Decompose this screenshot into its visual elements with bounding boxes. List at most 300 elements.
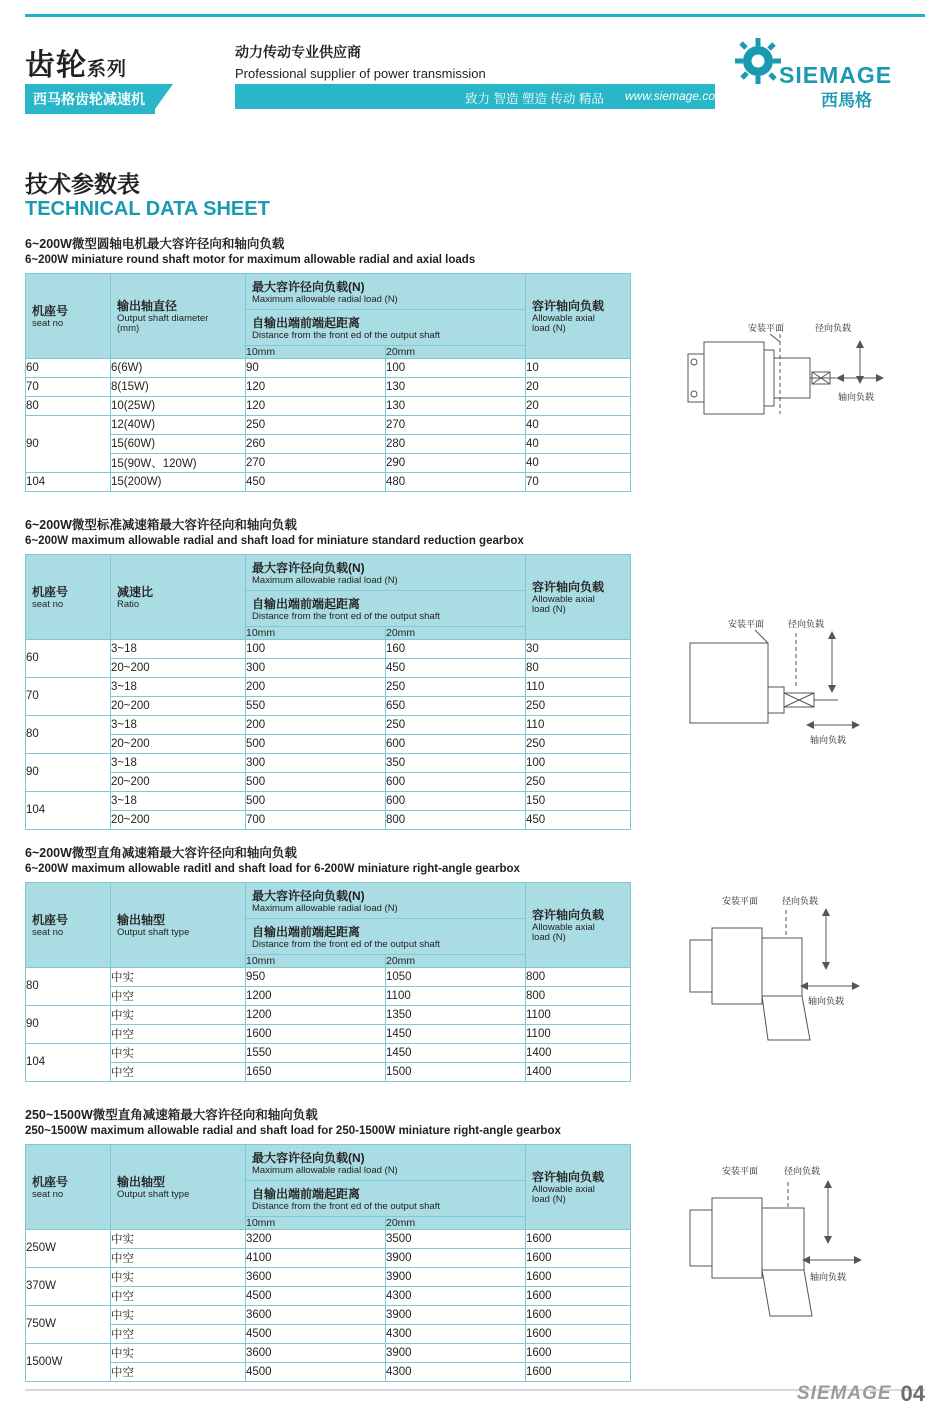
page-title-en: TECHNICAL DATA SHEET: [25, 198, 270, 220]
section-heading-cn: 6~200W微型标准减速箱最大容许径向和轴向负载: [25, 518, 297, 532]
header-axial: [526, 274, 631, 359]
header-distance-en: Distance from the front ed of the output shaft: [252, 938, 440, 950]
cell-seat: 750W: [26, 1305, 111, 1343]
cell-axial: 110: [526, 715, 631, 734]
cell-20mm: 4300: [386, 1362, 526, 1381]
table-row: [26, 1324, 631, 1343]
cell-10mm: 700: [246, 810, 386, 829]
cell-20mm: 350: [386, 753, 526, 772]
header-axial: [526, 1145, 631, 1230]
header-axial-en1: Allowable axial: [532, 1183, 595, 1195]
header-radial-en: Maximum allowable radial load (N): [252, 1165, 398, 1176]
section-heading-en: 6~200W maximum allowable radial and shaft load for miniature standard reduction gearbox: [25, 535, 524, 547]
header-axial-en1: Allowable axial: [532, 921, 595, 933]
cell-10mm: 1650: [246, 1062, 386, 1081]
header-col2-en: Output shaft type: [117, 1188, 190, 1200]
cell-col2: 中空: [111, 1324, 246, 1343]
cell-20mm: 4300: [386, 1324, 526, 1343]
cell-seat: 80: [26, 967, 111, 1005]
label-mount-plane: 安装平面: [748, 323, 785, 333]
cell-axial: 1600: [526, 1248, 631, 1267]
table-row: [26, 753, 631, 772]
table-row: [26, 434, 631, 453]
label-radial: 径向负载: [784, 1166, 821, 1176]
cell-10mm: 250: [246, 415, 386, 434]
cell-20mm: 3500: [386, 1229, 526, 1248]
cell-20mm: 130: [386, 377, 526, 396]
table-row: [26, 472, 631, 491]
cell-10mm: 200: [246, 715, 386, 734]
brand-title-cn-small: 系列: [87, 59, 128, 80]
cell-axial: 250: [526, 772, 631, 791]
cell-10mm: 90: [246, 358, 386, 377]
header-radial: [246, 1145, 525, 1181]
cell-20mm: 250: [386, 677, 526, 696]
subheader-20mm: 20mm: [386, 345, 526, 358]
table-row: [26, 639, 631, 658]
table-row: [26, 396, 631, 415]
cell-seat: 90: [26, 753, 111, 791]
header-radial: [246, 883, 525, 919]
header-col2-en: Output shaft diameter: [117, 312, 209, 324]
cell-col2: 20~200: [111, 734, 246, 753]
header-radial-cn: 最大容许径向负载(N): [252, 280, 365, 294]
label-radial: 径向负载: [788, 619, 825, 629]
cell-axial: 150: [526, 791, 631, 810]
cell-axial: 1600: [526, 1305, 631, 1324]
label-mount-plane: 安装平面: [728, 619, 765, 629]
cell-seat: 70: [26, 377, 111, 396]
cell-10mm: 120: [246, 377, 386, 396]
header-axial-en2: load (N): [532, 932, 566, 944]
cell-20mm: 1450: [386, 1024, 526, 1043]
cell-col2: 15(60W): [111, 434, 246, 453]
cell-10mm: 450: [246, 472, 386, 491]
cell-20mm: 100: [386, 358, 526, 377]
header-seat-en: seat no: [32, 1188, 64, 1200]
cell-col2: 20~200: [111, 658, 246, 677]
cell-seat: 70: [26, 677, 111, 715]
cell-20mm: 1350: [386, 1005, 526, 1024]
cell-col2: 3~18: [111, 753, 246, 772]
cell-10mm: 1200: [246, 1005, 386, 1024]
cell-axial: 1600: [526, 1267, 631, 1286]
cell-axial: 40: [526, 453, 631, 472]
cell-seat: 370W: [26, 1267, 111, 1305]
header-radial: [246, 274, 525, 310]
data-table-1: [25, 273, 631, 492]
header-seat-no: [26, 1145, 111, 1230]
brand-title-cn: 齿轮: [25, 49, 87, 82]
header-axial-cn: 容许轴向负载: [532, 298, 605, 313]
header-distance-en: Distance from the front ed of the output shaft: [252, 610, 440, 622]
header-seat-en: seat no: [32, 317, 64, 329]
table-row: [26, 1229, 631, 1248]
header-col2-cn: 输出轴型: [117, 1174, 166, 1189]
cell-axial: 1600: [526, 1362, 631, 1381]
cell-col2: 3~18: [111, 639, 246, 658]
cell-10mm: 3600: [246, 1343, 386, 1362]
header-col2: [111, 1145, 246, 1230]
header-col2-cn: 减速比: [117, 584, 154, 599]
header-radial-en: Maximum allowable radial load (N): [252, 903, 398, 914]
cell-10mm: 120: [246, 396, 386, 415]
cell-axial: 70: [526, 472, 631, 491]
slogan-en: Professional supplier of power transmission: [235, 66, 486, 81]
header-col2: [111, 274, 246, 359]
header-seat-no: [26, 883, 111, 968]
table-row: [26, 1043, 631, 1062]
cell-axial: 1100: [526, 1005, 631, 1024]
header-distance-cn: 自输出端前端起距离: [252, 1186, 361, 1201]
cell-axial: 20: [526, 396, 631, 415]
cell-col2: 中实: [111, 1267, 246, 1286]
header-col2: [111, 555, 246, 640]
cell-col2: 中空: [111, 1362, 246, 1381]
header-distance-cn: 自输出端前端起距离: [252, 924, 361, 939]
header-distance: [246, 591, 525, 626]
cell-seat: 104: [26, 472, 111, 491]
header-col2: [111, 883, 246, 968]
header-seat-en: seat no: [32, 926, 64, 938]
header-col2-cn: 输出轴直径: [117, 298, 178, 313]
header-distance: [246, 919, 525, 954]
subheader-20mm: 20mm: [386, 626, 526, 639]
data-table-2: [25, 554, 631, 830]
cell-col2: 中实: [111, 1005, 246, 1024]
table-row: [26, 1286, 631, 1305]
cell-axial: 250: [526, 734, 631, 753]
header-seat-no: [26, 555, 111, 640]
cell-20mm: 280: [386, 434, 526, 453]
table-row: [26, 967, 631, 986]
section-heading-en: 6~200W maximum allowable raditl and shaft load for 6-200W miniature right-angle gearbox: [25, 863, 520, 875]
cell-col2: 15(200W): [111, 472, 246, 491]
cell-col2: 20~200: [111, 772, 246, 791]
cell-20mm: 3900: [386, 1267, 526, 1286]
cell-20mm: 1100: [386, 986, 526, 1005]
diagram-right-angle-gearbox-small: [660, 890, 930, 1070]
header-radial-group: [246, 555, 526, 627]
cell-col2: 中实: [111, 967, 246, 986]
table-row: [26, 772, 631, 791]
table-row: [26, 677, 631, 696]
section-heading-cn: 250~1500W微型直角减速箱最大容许径向和轴向负载: [25, 1108, 318, 1122]
cell-20mm: 160: [386, 639, 526, 658]
cell-20mm: 450: [386, 658, 526, 677]
data-table-3: [25, 882, 631, 1082]
header-distance-en: Distance from the front ed of the output shaft: [252, 1200, 440, 1212]
table-row: [26, 658, 631, 677]
cell-10mm: 300: [246, 658, 386, 677]
header-col2-en: Output shaft type: [117, 926, 190, 938]
header-axial-en1: Allowable axial: [532, 593, 595, 605]
table-row: [26, 453, 631, 472]
cell-axial: 1600: [526, 1324, 631, 1343]
data-table-4: [25, 1144, 631, 1382]
subheader-10mm: 10mm: [246, 345, 386, 358]
header-distance: [246, 310, 525, 345]
cell-20mm: 270: [386, 415, 526, 434]
header-radial-en: Maximum allowable radial load (N): [252, 575, 398, 586]
cell-col2: 中实: [111, 1305, 246, 1324]
top-rule: [25, 14, 925, 17]
table-row: [26, 810, 631, 829]
cell-col2: 中实: [111, 1229, 246, 1248]
cell-20mm: 800: [386, 810, 526, 829]
cell-10mm: 3600: [246, 1267, 386, 1286]
cell-20mm: 600: [386, 772, 526, 791]
header-axial-cn: 容许轴向负载: [532, 579, 605, 594]
brand-subtitle-bar: 西马格齿轮减速机: [25, 84, 155, 114]
header-seat-cn: 机座号: [32, 912, 69, 927]
header-axial-cn: 容许轴向负载: [532, 1169, 605, 1184]
header-radial-cn: 最大容许径向负载(N): [252, 561, 365, 575]
cell-seat: 90: [26, 1005, 111, 1043]
table-header-row: [26, 883, 631, 955]
cell-seat: 250W: [26, 1229, 111, 1267]
cell-20mm: 1450: [386, 1043, 526, 1062]
cell-col2: 6(6W): [111, 358, 246, 377]
header-radial: [246, 555, 525, 591]
cell-seat: 80: [26, 396, 111, 415]
header-axial: [526, 555, 631, 640]
table-header-row: [26, 274, 631, 346]
cell-col2: 中空: [111, 1024, 246, 1043]
table-row: [26, 1267, 631, 1286]
cell-axial: 80: [526, 658, 631, 677]
cell-20mm: 250: [386, 715, 526, 734]
section-heading-cn: 6~200W微型圆轴电机最大容许径向和轴向负载: [25, 237, 285, 251]
cell-col2: 中实: [111, 1343, 246, 1362]
cell-10mm: 100: [246, 639, 386, 658]
cell-col2: 12(40W): [111, 415, 246, 434]
table-row: [26, 734, 631, 753]
slogan-block: [235, 42, 486, 81]
cell-col2: 3~18: [111, 677, 246, 696]
footer-logo: SIEMAGE: [796, 1383, 892, 1404]
page-title-cn: 技术参数表: [25, 171, 140, 197]
label-axial: 轴向负载: [838, 392, 875, 402]
cell-axial: 20: [526, 377, 631, 396]
logo-text-cn: 西馬格: [821, 91, 872, 110]
cell-10mm: 1550: [246, 1043, 386, 1062]
cell-axial: 250: [526, 696, 631, 715]
cell-10mm: 4500: [246, 1324, 386, 1343]
cell-axial: 1400: [526, 1062, 631, 1081]
cell-seat: 80: [26, 715, 111, 753]
cell-col2: 20~200: [111, 696, 246, 715]
header-seat-no: [26, 274, 111, 359]
cell-axial: 800: [526, 986, 631, 1005]
cell-axial: 800: [526, 967, 631, 986]
page-footer: [797, 1381, 925, 1407]
page-header: [25, 40, 925, 138]
header-radial-group: [246, 883, 526, 955]
label-mount-plane: 安装平面: [722, 1166, 759, 1176]
cell-10mm: 260: [246, 434, 386, 453]
cell-10mm: 3200: [246, 1229, 386, 1248]
cell-col2: 中实: [111, 1043, 246, 1062]
cell-10mm: 200: [246, 677, 386, 696]
table-row: [26, 696, 631, 715]
cell-20mm: 4300: [386, 1286, 526, 1305]
header-col2-cn: 输出轴型: [117, 912, 166, 927]
cell-20mm: 1500: [386, 1062, 526, 1081]
label-axial: 轴向负载: [810, 1272, 847, 1282]
header-axial: [526, 883, 631, 968]
subheader-10mm: 10mm: [246, 1216, 386, 1229]
subheader-20mm: 20mm: [386, 954, 526, 967]
table-header-row: [26, 1145, 631, 1217]
cell-seat: 60: [26, 358, 111, 377]
header-seat-cn: 机座号: [32, 303, 69, 318]
cell-seat: 60: [26, 639, 111, 677]
cell-20mm: 3900: [386, 1248, 526, 1267]
table-row: [26, 377, 631, 396]
section-heading-cn: 6~200W微型直角减速箱最大容许径向和轴向负载: [25, 846, 297, 860]
diagram-round-shaft-motor: [660, 320, 930, 450]
cell-10mm: 4500: [246, 1286, 386, 1305]
header-radial-group: [246, 274, 526, 346]
header-seat-en: seat no: [32, 598, 64, 610]
cell-20mm: 480: [386, 472, 526, 491]
cell-col2: 中空: [111, 1286, 246, 1305]
cell-seat: 104: [26, 791, 111, 829]
company-logo: [725, 40, 925, 112]
label-mount-plane: 安装平面: [722, 896, 759, 906]
table-row: [26, 1024, 631, 1043]
header-axial-en2: load (N): [532, 604, 566, 616]
cell-10mm: 300: [246, 753, 386, 772]
cell-10mm: 950: [246, 967, 386, 986]
cell-20mm: 3900: [386, 1305, 526, 1324]
table-row: [26, 1062, 631, 1081]
cell-20mm: 600: [386, 791, 526, 810]
cell-seat: 1500W: [26, 1343, 111, 1381]
header-distance-en: Distance from the front ed of the output shaft: [252, 329, 440, 341]
cell-col2: 8(15W): [111, 377, 246, 396]
diagram-standard-gearbox: [660, 615, 930, 760]
label-radial: 径向负载: [815, 323, 852, 333]
table-row: [26, 986, 631, 1005]
table-row: [26, 415, 631, 434]
cell-10mm: 4100: [246, 1248, 386, 1267]
table-row: [26, 358, 631, 377]
slogan-cn: 动力传动专业供应商: [235, 44, 361, 60]
slogan-bar: [235, 84, 726, 109]
cell-axial: 1400: [526, 1043, 631, 1062]
header-axial-en2: load (N): [532, 323, 566, 335]
cell-axial: 110: [526, 677, 631, 696]
cell-axial: 1600: [526, 1229, 631, 1248]
subheader-20mm: 20mm: [386, 1216, 526, 1229]
cell-axial: 100: [526, 753, 631, 772]
cell-col2: 20~200: [111, 810, 246, 829]
label-axial: 轴向负载: [808, 996, 845, 1006]
cell-col2: 3~18: [111, 715, 246, 734]
page-number: 04: [900, 1381, 925, 1406]
section-heading-en: 6~200W miniature round shaft motor for maximum allowable radial and axial loads: [25, 254, 476, 266]
slogan-bar-cn: 致力 智造 塑造 传动 精品: [465, 92, 604, 106]
header-distance-cn: 自输出端前端起距离: [252, 315, 361, 330]
cell-col2: 中空: [111, 1248, 246, 1267]
table-row: [26, 791, 631, 810]
header-seat-cn: 机座号: [32, 1174, 69, 1189]
table-header-row: [26, 555, 631, 627]
header-seat-cn: 机座号: [32, 584, 69, 599]
cell-20mm: 1050: [386, 967, 526, 986]
website-link[interactable]: www.siemage.com: [625, 89, 726, 103]
label-axial: 轴向负载: [810, 735, 847, 745]
cell-10mm: 1200: [246, 986, 386, 1005]
footer-rule: [25, 1389, 925, 1391]
cell-10mm: 1600: [246, 1024, 386, 1043]
cell-axial: 1600: [526, 1286, 631, 1305]
cell-seat: 104: [26, 1043, 111, 1081]
cell-20mm: 130: [386, 396, 526, 415]
cell-10mm: 500: [246, 772, 386, 791]
header-radial-group: [246, 1145, 526, 1217]
cell-20mm: 290: [386, 453, 526, 472]
header-distance-cn: 自输出端前端起距离: [252, 596, 361, 611]
logo-text-en: SIEMAGE: [779, 62, 893, 88]
header-col2-en2: (mm): [117, 323, 140, 335]
cell-20mm: 600: [386, 734, 526, 753]
cell-axial: 40: [526, 434, 631, 453]
cell-col2: 10(25W): [111, 396, 246, 415]
table-row: [26, 715, 631, 734]
section-heading-en: 250~1500W maximum allowable radial and shaft load for 250-1500W miniature right-angle gearbox: [25, 1125, 561, 1137]
cell-axial: 30: [526, 639, 631, 658]
header-radial-cn: 最大容许径向负载(N): [252, 889, 365, 903]
table-row: [26, 1248, 631, 1267]
cell-axial: 10: [526, 358, 631, 377]
header-col2-en: Ratio: [117, 598, 140, 610]
header-axial-en1: Allowable axial: [532, 312, 595, 324]
table-row: [26, 1005, 631, 1024]
cell-10mm: 500: [246, 734, 386, 753]
cell-20mm: 3900: [386, 1343, 526, 1362]
cell-20mm: 650: [386, 696, 526, 715]
cell-col2: 3~18: [111, 791, 246, 810]
cell-axial: 1100: [526, 1024, 631, 1043]
cell-axial: 40: [526, 415, 631, 434]
cell-col2: 中空: [111, 1062, 246, 1081]
cell-10mm: 550: [246, 696, 386, 715]
cell-col2: 15(90W、120W): [111, 453, 246, 472]
cell-10mm: 3600: [246, 1305, 386, 1324]
diagram-right-angle-gearbox-large: [660, 1160, 930, 1345]
gear-icon: [735, 38, 781, 89]
header-radial-cn: 最大容许径向负载(N): [252, 1151, 365, 1165]
header-distance: [246, 1181, 525, 1216]
table-row: [26, 1343, 631, 1362]
cell-10mm: 4500: [246, 1362, 386, 1381]
subheader-10mm: 10mm: [246, 954, 386, 967]
cell-axial: 450: [526, 810, 631, 829]
brand-bar-wrap: [25, 76, 155, 114]
cell-10mm: 500: [246, 791, 386, 810]
cell-seat: 90: [26, 415, 111, 472]
cell-axial: 1600: [526, 1343, 631, 1362]
header-axial-en2: load (N): [532, 1194, 566, 1206]
table-row: [26, 1305, 631, 1324]
label-radial: 径向负载: [782, 896, 819, 906]
table-row: [26, 1362, 631, 1381]
cell-col2: 中空: [111, 986, 246, 1005]
header-radial-en: Maximum allowable radial load (N): [252, 294, 398, 305]
